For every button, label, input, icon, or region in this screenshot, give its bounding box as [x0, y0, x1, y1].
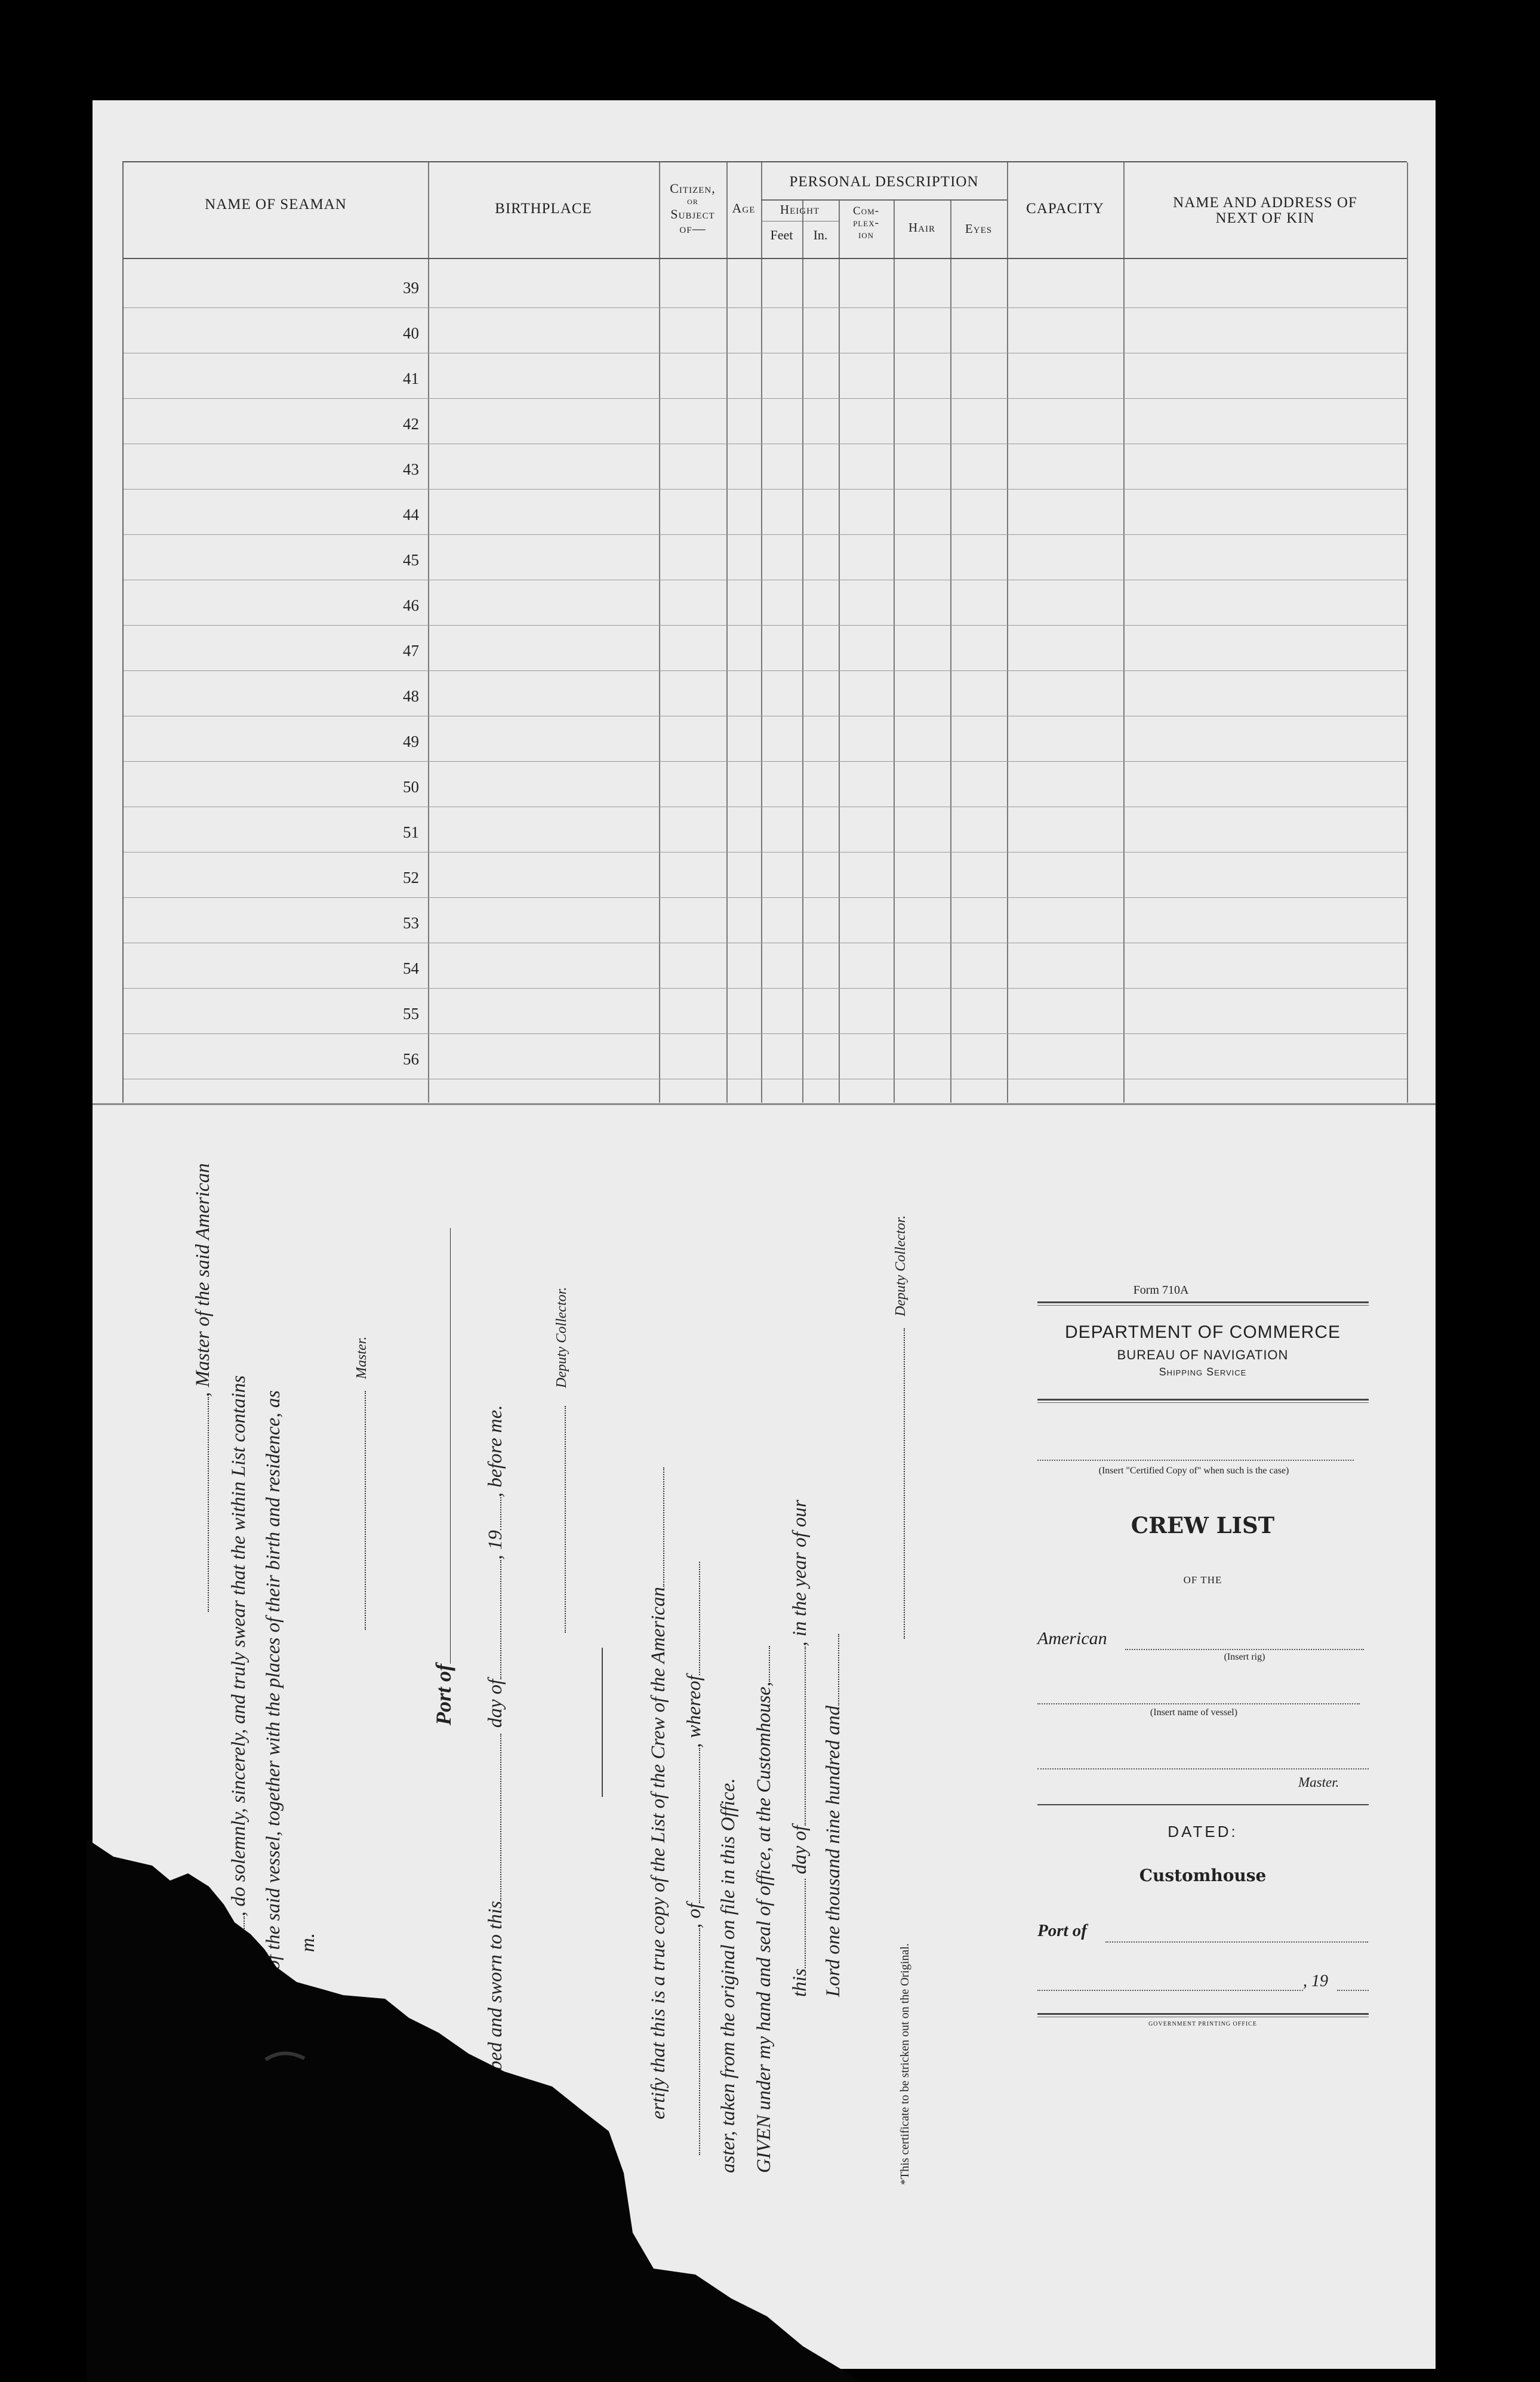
master-field[interactable] [1037, 1768, 1369, 1769]
bureau-title: BUREAU OF NAVIGATION [1117, 1347, 1289, 1362]
certificate-deputy-collector: Deputy Collector. [888, 1215, 910, 1639]
form-top-rule [1037, 1301, 1369, 1303]
col-divider [950, 199, 951, 1103]
header-birthplace: BIRTHPLACE [495, 201, 592, 217]
oath-port-of: Port of [431, 1228, 456, 1725]
certified-copy-note: (Insert "Certified Copy of" when such is the case) [1098, 1466, 1289, 1476]
header-name: NAME OF SEAMAN [205, 196, 347, 213]
table-bottom-rule [93, 1103, 1436, 1105]
form-bottom-rule [1037, 2013, 1369, 2015]
col-divider [1007, 162, 1008, 1103]
customhouse-label: Customhouse [1139, 1866, 1267, 1885]
header-inches: In. [813, 227, 828, 242]
port-field[interactable] [1105, 1941, 1368, 1943]
of-the-label: OF THE [1183, 1574, 1222, 1586]
row-number: 39 [403, 279, 419, 297]
port-of-label: Port of [1037, 1921, 1087, 1940]
year-field[interactable] [1337, 1990, 1369, 1991]
date-field[interactable] [1037, 1990, 1303, 1991]
row-line [124, 852, 1407, 853]
row-number: 55 [403, 1005, 419, 1023]
header-age: Age [732, 201, 756, 216]
row-number: 48 [403, 687, 419, 705]
vessel-name-field[interactable] [1037, 1703, 1360, 1704]
certificate-line-2: , of, whereof [683, 1562, 706, 2155]
row-number: 52 [403, 869, 419, 887]
oath-deputy-collector: Deputy Collector. [549, 1287, 571, 1633]
service-title: Shipping Service [1159, 1366, 1247, 1378]
year-label: , 19 [1303, 1972, 1328, 1990]
col-divider [659, 162, 660, 1103]
rig-field[interactable] [1125, 1649, 1364, 1650]
certificate-line-6: Lord one thousand nine hundred and [823, 1634, 845, 1997]
row-number: 41 [403, 370, 419, 387]
dated-label: DATED: [1168, 1823, 1238, 1841]
header-hair: Hair [908, 220, 935, 235]
oath-line-3: of the said vessel, together with the places of their birth and residence, as [263, 1390, 284, 1970]
header-capacity: CAPACITY [1026, 201, 1104, 217]
insert-name-note: (Insert name of vessel) [1150, 1707, 1238, 1718]
row-line [124, 307, 1407, 308]
row-number: 46 [403, 596, 419, 614]
col-divider [894, 199, 895, 1103]
col-divider [839, 199, 840, 1103]
certificate-line-5: thisday of, in the year of our [789, 1500, 811, 1997]
printer-imprint: GOVERNMENT PRINTING OFFICE [1148, 2021, 1257, 2027]
row-line [124, 988, 1407, 989]
row-number: 50 [403, 778, 419, 796]
section-divider [602, 1648, 603, 1797]
row-line [124, 897, 1407, 898]
header-bottom [124, 258, 1407, 259]
oath-sworn-line: cribed and sworn to thisday of, 19, before me. [485, 1405, 506, 2092]
certificate-line-3: aster, taken from the original on file in this Office. [717, 1778, 739, 2173]
row-number: 40 [403, 324, 419, 342]
certificate-footnote: *This certificate to be stricken out on the Original. [898, 1943, 911, 2185]
header-height: Height [780, 202, 820, 217]
oath-master-signature: Master. [349, 1337, 371, 1630]
crew-table [122, 161, 1407, 1103]
col-divider [761, 162, 762, 1103]
row-number: 45 [403, 551, 419, 569]
row-number: 47 [403, 642, 419, 660]
col-divider [726, 162, 728, 1103]
insert-rig-note: (Insert rig) [1224, 1652, 1265, 1662]
row-line [124, 625, 1407, 626]
oath-line-2: , do solemnly, sincerely, and truly swear that the within List contains [228, 1375, 250, 1940]
header-feet: Feet [770, 227, 793, 242]
department-title: DEPARTMENT OF COMMERCE [1064, 1322, 1341, 1342]
row-number: 53 [403, 914, 419, 932]
form-number: Form 710A [1133, 1284, 1189, 1297]
american-label: American [1037, 1629, 1107, 1648]
form-top-rule [1037, 1305, 1369, 1306]
col-divider [428, 162, 429, 1103]
row-number: 43 [403, 460, 419, 478]
row-number: 49 [403, 733, 419, 750]
col-divider [802, 199, 803, 1103]
row-number: 56 [403, 1050, 419, 1068]
header-citizen: Citizen, or Subject of— [670, 181, 716, 236]
col-divider [1407, 162, 1408, 1103]
certificate-line-1: ertify that this is a true copy of the List of the Crew of the American [648, 1467, 670, 2119]
header-personal-description: PERSONAL DESCRIPTION [789, 174, 979, 190]
col-divider [1123, 162, 1125, 1103]
row-line [124, 1033, 1407, 1034]
form-rule [1037, 1804, 1369, 1805]
crew-list-title: CREW LIST [1131, 1512, 1275, 1538]
header-divider [761, 199, 1007, 201]
row-number: 44 [403, 506, 419, 524]
form-rule [1037, 1399, 1369, 1401]
row-number: 42 [403, 415, 419, 433]
oath-line-1: , Master of the said American [192, 1163, 214, 1612]
header-next-of-kin: NAME AND ADDRESS OF NEXT OF KIN [1173, 195, 1357, 227]
row-line [124, 489, 1407, 490]
torn-corner [87, 1839, 863, 2382]
row-number: 51 [403, 823, 419, 841]
certified-copy-field[interactable] [1037, 1460, 1354, 1461]
header-complexion: Com- plex- ion [853, 205, 879, 241]
certificate-line-4: GIVEN under my hand and seal of office, at the Customhouse, [753, 1646, 775, 2173]
oath-line-4: m. [297, 1932, 319, 1952]
row-line [124, 670, 1407, 671]
row-line [124, 534, 1407, 535]
row-line [124, 761, 1407, 762]
header-eyes: Eyes [965, 221, 993, 236]
row-line [124, 398, 1407, 399]
row-number: 54 [403, 959, 419, 977]
form-rule [1037, 1402, 1369, 1403]
master-label: Master. [1298, 1775, 1339, 1790]
